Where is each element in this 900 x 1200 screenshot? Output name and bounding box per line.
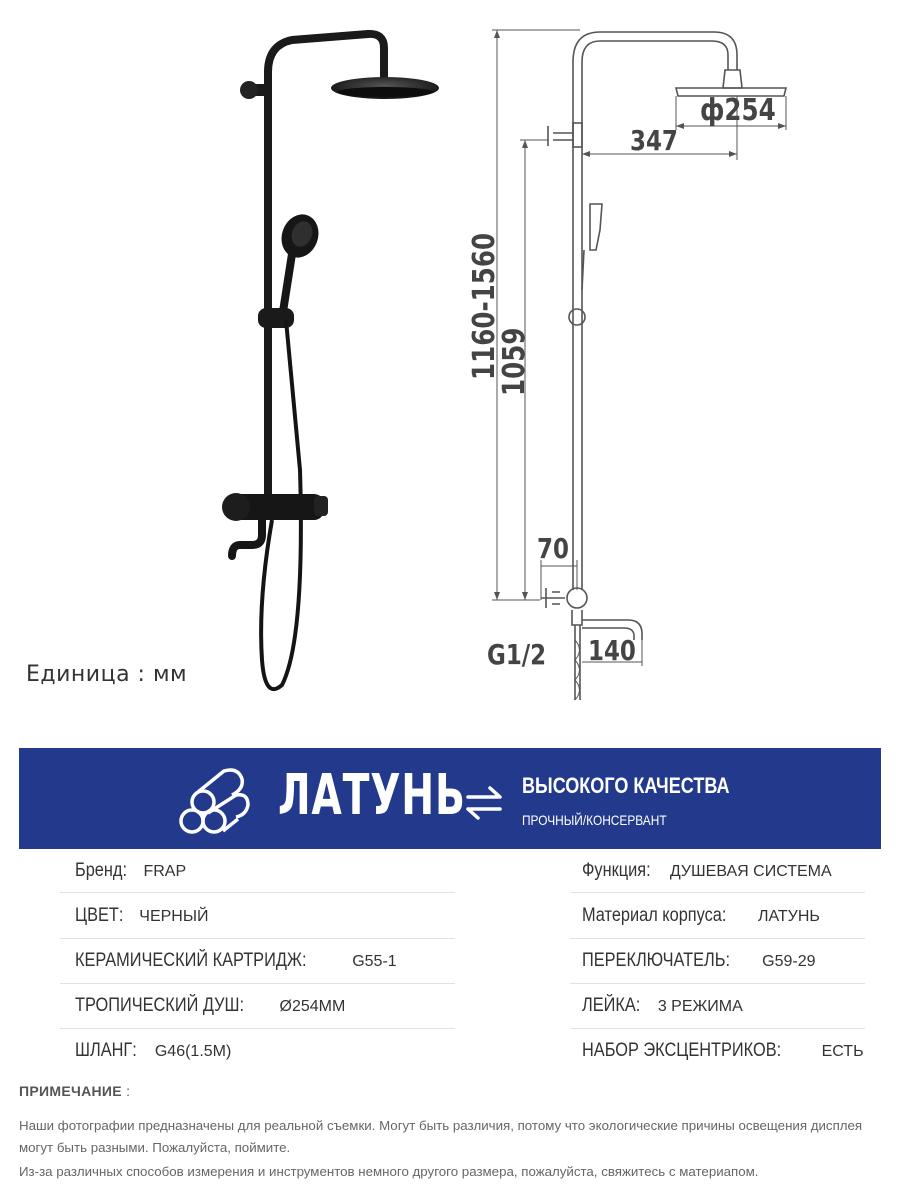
- spec-brand: [75, 860, 186, 905]
- divider: [60, 983, 455, 984]
- dim-height: 1059: [497, 327, 532, 396]
- spec-label: Материал корпуса:: [582, 905, 727, 926]
- dim-spacing: 70: [537, 532, 569, 566]
- divider: [570, 1028, 865, 1029]
- note-title: [19, 1083, 130, 1099]
- shower-system-image: [0, 0, 450, 720]
- spec-label: ЦВЕТ:: [75, 905, 124, 926]
- spec-value: ЛАТУНЬ: [757, 908, 820, 925]
- divider: [570, 892, 865, 893]
- banner-title: ЛАТУНЬ: [278, 763, 466, 828]
- banner-subtitle: ПРОЧНЫЙ/КОНСЕРВАНТ: [522, 812, 667, 828]
- spec-rain-shower: [75, 995, 345, 1040]
- spec-value: FRAP: [143, 863, 187, 880]
- spec-label: Бренд:: [75, 860, 128, 881]
- spec-label: КЕРАМИЧЕСКИЙ КАРТРИДЖ:: [75, 950, 307, 971]
- spec-hose: [75, 1040, 231, 1085]
- spec-body-material: [582, 905, 820, 950]
- dimension-drawing: [450, 0, 900, 720]
- product-photo: [0, 0, 450, 720]
- divider: [60, 938, 455, 939]
- dim-thread: G1/2: [487, 638, 547, 672]
- spec-label: Функция:: [582, 860, 651, 881]
- divider: [60, 892, 455, 893]
- spec-label: ЛЕЙКА:: [582, 995, 641, 1016]
- divider: [570, 983, 865, 984]
- spec-value: Ø254ММ: [279, 998, 346, 1015]
- note-line-2: Из-за различных способов измерения и инструментов немного другого размера, пожалуйста, свяжитесь с материапом.: [19, 1164, 759, 1179]
- spec-label: ТРОПИЧЕСКИЙ ДУШ:: [75, 995, 245, 1016]
- banner-quality-text: ВЫСОКОГО КАЧЕСТВА: [522, 773, 730, 798]
- spec-value: G46(1.5М): [154, 1043, 232, 1060]
- brass-pipes-icon: [178, 765, 250, 835]
- note-line-1: Наши фотографии предназначены для реальной съемки. Могут быть различия, потому что экологические причины освещения дисплея могут быть разными. Пожалуйста, поймите.: [19, 1118, 863, 1155]
- technical-drawing: [450, 0, 900, 720]
- spec-value: G55-1: [352, 953, 397, 970]
- spec-label: ПЕРЕКЛЮЧАТЕЛЬ:: [582, 950, 731, 971]
- spec-value: ДУШЕВАЯ СИСТЕМА: [669, 863, 832, 880]
- dim-spout: 140: [588, 634, 636, 668]
- spec-label: НАБОР ЭКСЦЕНТРИКОВ:: [582, 1040, 782, 1061]
- spec-value: ЕСТЬ: [821, 1043, 864, 1060]
- dim-arm-length: 347: [630, 124, 678, 158]
- spec-hand-shower: [582, 995, 743, 1040]
- exchange-arrows-icon: [462, 783, 506, 823]
- spec-function: [582, 860, 832, 905]
- unit-label: Единица : мм: [26, 662, 188, 687]
- spec-value: ЧЕРНЫЙ: [139, 908, 209, 925]
- spec-label: ШЛАНГ:: [75, 1040, 137, 1061]
- dim-height-range: 1160-1560: [467, 232, 502, 380]
- note-title-text: ПРИМЕЧАНИЕ: [19, 1083, 122, 1099]
- divider: [60, 1028, 455, 1029]
- spec-diverter: [582, 950, 816, 995]
- spec-eccentrics: [582, 1040, 864, 1085]
- divider: [570, 938, 865, 939]
- spec-value: G59-29: [762, 953, 816, 970]
- spec-color: [75, 905, 209, 950]
- spec-value: 3 РЕЖИМА: [657, 998, 743, 1015]
- dim-head-diameter: ф254: [700, 93, 776, 128]
- note-title-suffix: :: [121, 1083, 131, 1099]
- spec-cartridge: [75, 950, 397, 995]
